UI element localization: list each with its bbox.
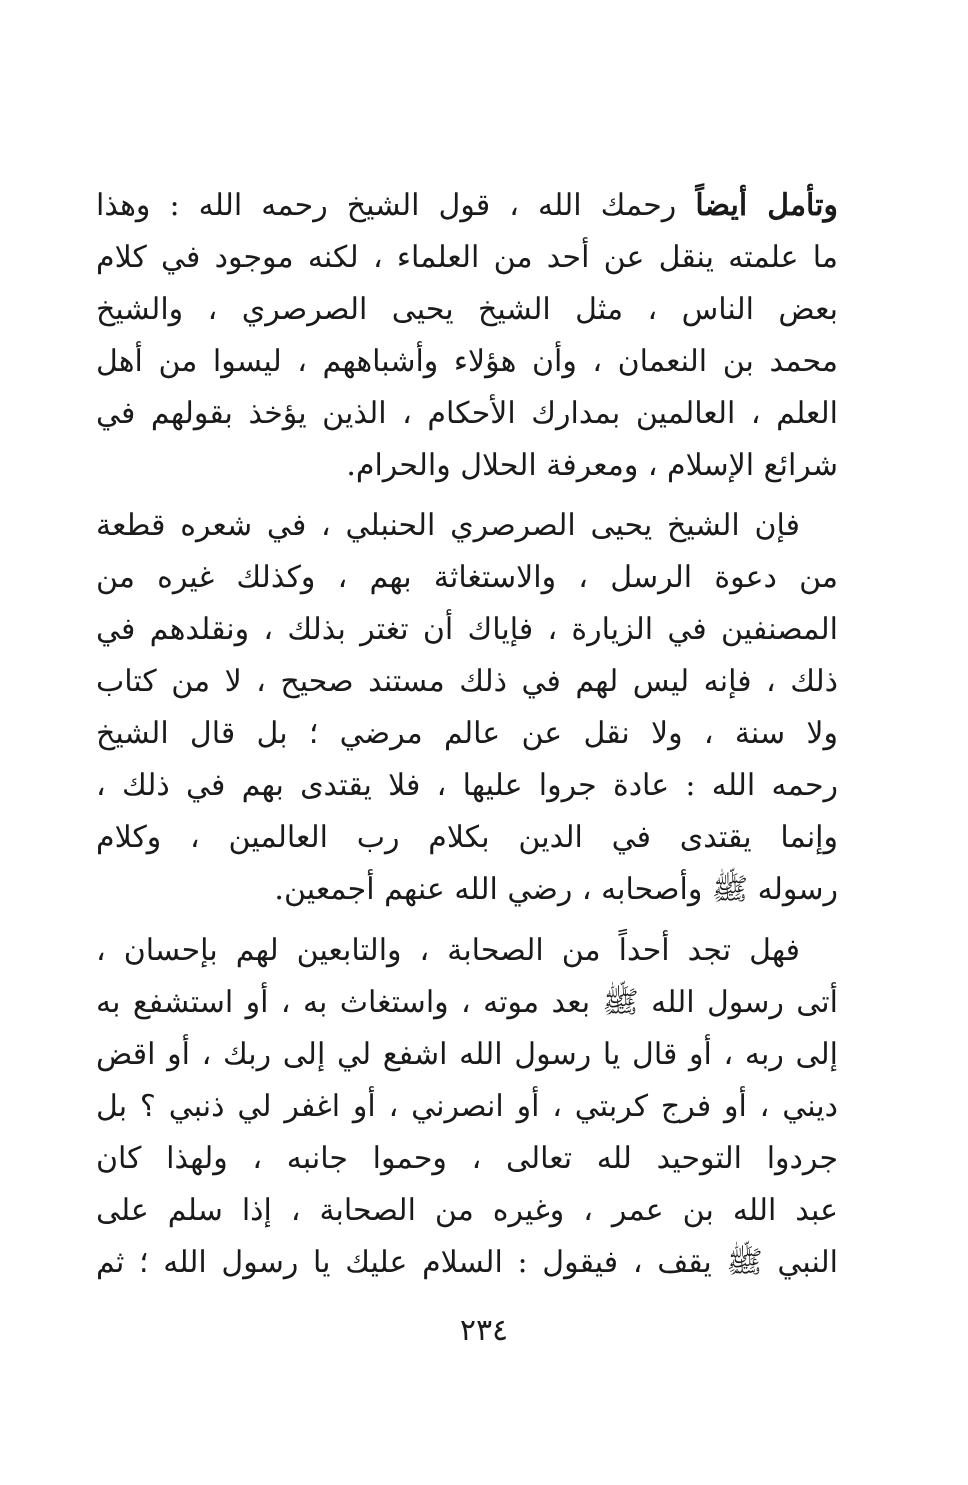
paragraph-2-line-8: رسوله ﷺ وأصحابه ، رضي الله عنهم أجمعين. <box>274 872 838 907</box>
paragraph-3-line-2: أتى رسول الله ﷺ بعد موته ، واستغاث به ، أو استشفع به <box>96 985 838 1020</box>
paragraph-2-line-2: من دعوة الرسل ، والاستغاثة بهم ، وكذلك غيره من <box>96 560 838 595</box>
paragraph-3-line-1: فهل تجد أحداً من الصحابة ، والتابعين لهم بإحسان ، <box>96 933 800 968</box>
paragraph-1-line-1-rest: رحمك الله ، قول الشيخ رحمه الله : وهذا <box>96 188 696 223</box>
paragraph-3-line-7: النبي ﷺ يقف ، فيقول : السلام عليك يا رسول الله ؛ ثم <box>96 1245 838 1280</box>
paragraph-3-line-6: عبد الله بن عمر ، وغيره من الصحابة ، إذا سلم على <box>96 1193 838 1228</box>
paragraph-2-line-5: ولا سنة ، ولا نقل عن عالم مرضي ؛ بل قال الشيخ <box>96 716 838 751</box>
paragraph-3-line-3: إلى ربه ، أو قال يا رسول الله اشفع لي إلى ربك ، أو اقض <box>96 1037 838 1072</box>
paragraph-2-line-7: وإنما يقتدى في الدين بكلام رب العالمين ، وكلام <box>96 820 838 855</box>
paragraph-1-line-3: بعض الناس ، مثل الشيخ يحيى الصرصري ، والشيخ <box>96 292 838 327</box>
paragraph-2-line-4: ذلك ، فإنه ليس لهم في ذلك مستند صحيح ، لا من كتاب <box>96 664 838 699</box>
paragraph-2 <box>96 500 838 916</box>
paragraph-1-line-2: ما علمته ينقل عن أحد من العلماء ، لكنه موجود في كلام <box>96 240 838 275</box>
paragraph-2-line-3: المصنفين في الزيارة ، فإياك أن تغتر بذلك ، ونقلدهم في <box>96 612 838 647</box>
paragraph-1-line-1 <box>96 180 838 232</box>
paragraph-2-line-6: رحمه الله : عادة جروا عليها ، فلا يقتدى بهم في ذلك ، <box>96 768 838 803</box>
paragraph-3-line-5: جردوا التوحيد لله تعالى ، وحموا جانبه ، ولهذا كان <box>96 1141 838 1176</box>
paragraph-3 <box>96 925 838 1289</box>
paragraph-1-lead-bold: وتأمل أيضاً <box>695 188 838 223</box>
paragraph-1 <box>96 180 838 492</box>
paragraph-1-line-4: محمد بن النعمان ، وأن هؤلاء وأشباههم ، ليسوا من أهل <box>96 344 838 379</box>
paragraph-1-line-6: شرائع الإسلام ، ومعرفة الحلال والحرام. <box>346 448 838 483</box>
paragraph-1-line-5: العلم ، العالمين بمدارك الأحكام ، الذين يؤخذ بقولهم في <box>96 396 838 431</box>
paragraph-2-line-1: فإن الشيخ يحيى الصرصري الحنبلي ، في شعره قطعة <box>96 508 800 543</box>
paragraph-3-line-4: ديني ، أو فرج كربتي ، أو انصرني ، أو اغفر لي ذنبي ؟ بل <box>96 1089 838 1124</box>
page-number: ٢٣٤ <box>459 1313 509 1348</box>
